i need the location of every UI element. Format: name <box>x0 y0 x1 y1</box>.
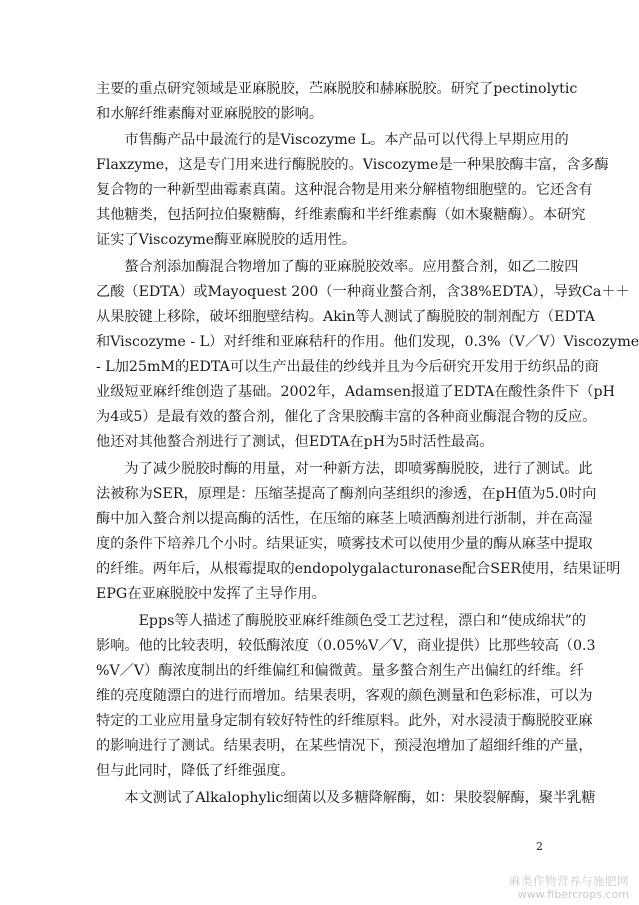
text-line: 酶中加入螯合剂以提高酶的活性，在压缩的麻茎上喷洒酶剂进行浙制，并在高湿 <box>96 511 593 527</box>
text-line: 证实了Viscozyme酶亚麻脱胶的适用性。 <box>96 232 357 248</box>
text-line: 其他糖类，包括阿拉伯聚糖酶，纤维素酶和半纤维素酶（如木聚糖酶）。本研究 <box>96 207 586 223</box>
text-line: 为了减少脱胶时酶的用量，对一种新方法，即喷雾酶脱胶，进行了测试。此 <box>96 461 593 477</box>
text-line: 业级短亚麻纤维创造了基础。2002年，Adamsen报道了EDTA在酸性条件下（pH <box>96 384 615 400</box>
text-line: 本文测试了Alkalophylic细菌以及多糖降解酶，如：果胶裂解酶，聚半乳糖 <box>96 790 596 806</box>
site-watermark <box>509 875 629 901</box>
text-line: Epps等人描述了酶脱胶亚麻纤维颜色受工艺过程，漂白和“使成绵状”的 <box>96 613 587 629</box>
text-line: 度的条件下培养几个小时。结果证实，喷雾技术可以使用少量的酶从麻茎中提取 <box>96 536 593 552</box>
text-line: Flaxzyme，这是专门用来进行酶脱胶的。Viscozyme是一种果胶酶丰富，含多酶 <box>96 157 609 173</box>
watermark-url: www.fibercrops.com <box>517 888 629 901</box>
text-line: 为4或5）是最有效的螯合剂，催化了含果胶酶丰富的各种商业酶混合物的反应。 <box>96 409 597 425</box>
text-line: 的影响进行了测试。结果表明，在某些情况下，预浸泡增加了超细纤维的产量， <box>96 738 593 754</box>
text-line: 的纤维。两年后，从根霉提取的endopolygalacturonase配合SER使用，结果证明 <box>96 561 621 577</box>
text-line: %V／V）酶浓度制出的纤维偏红和偏微黄。量多螯合剂生产出偏红的纤维。纤 <box>96 663 584 679</box>
text-line: 市售酶产品中最流行的是Viscozyme L。本产品可以代得上早期应用的 <box>96 132 569 148</box>
text-line: 他还对其他螯合剂进行了测试，但EDTA在pH为5时活性最高。 <box>96 434 494 450</box>
text-line: 维的亮度随漂白的进行而增加。结果表明，客观的颜色测量和色彩标准，可以为 <box>96 688 593 704</box>
text-line: 和Viscozyme - L）对纤维和亚麻秸秆的作用。他们发现，0.3%（V／V）Viscozyme <box>96 334 639 350</box>
text-line: 但与此同时，降低了纤维强度。 <box>96 763 295 779</box>
text-line: 螯合剂添加酶混合物增加了酶的亚麻脱胶效率。应用螯合剂，如乙二胺四 <box>96 259 579 275</box>
page-number: 2 <box>536 840 543 853</box>
text-line: 从果胶键上移除，破坏细胞壁结构。Akin等人测试了酶脱胶的制剂配方（EDTA <box>96 309 595 325</box>
text-line: - L加25mM的EDTA可以生产出最佳的纱线并且为今后研究开发用于纺织品的商 <box>96 359 599 375</box>
text-line: 和水解纤维素酶对亚麻脱胶的影响。 <box>96 106 324 122</box>
text-line: 影响。他的比较表明，较低酶浓度（0.05%V／V，商业提供）比那些较高（0.3 <box>96 638 596 654</box>
text-line: EPG在亚麻脱胶中发挥了主导作用。 <box>96 586 326 602</box>
text-line: 复合物的一种新型曲霉素真菌。这种混合物是用来分解植物细胞壁的。它还含有 <box>96 182 593 198</box>
text-line: 乙酸（EDTA）或Mayoquest 200（一种商业螯合剂，含38%EDTA），导致Ca＋＋ <box>96 284 630 300</box>
text-line: 特定的工业应用量身定制有较好特性的纤维原料。此外，对水浸渍于酶脱胶亚麻 <box>96 713 593 729</box>
text-line: 主要的重点研究领域是亚麻脱胶，苎麻脱胶和赫麻脱胶。研究了pectinolytic <box>96 81 578 97</box>
watermark-title: 麻类作物营养与施肥网 <box>509 874 629 888</box>
text-line: 法被称为SER，原理是：压缩茎提高了酶剂向茎组织的渗透，在pH值为5.0时向 <box>96 486 597 502</box>
